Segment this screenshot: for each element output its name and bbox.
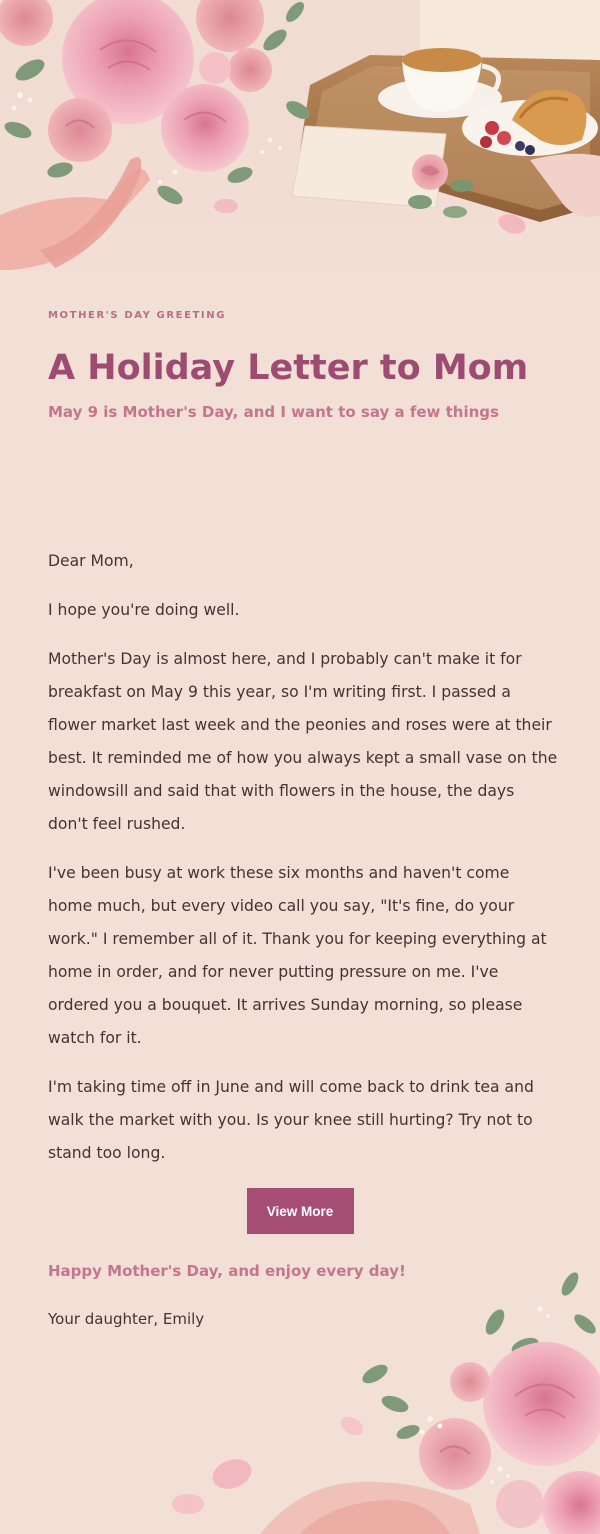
page-subtitle: May 9 is Mother's Day, and I want to say a few things: [48, 403, 499, 421]
letter-paragraph: I'm taking time off in June and will come back to drink tea and walk the market with you. Is your knee still hurting? Try not to stand too long.: [48, 1078, 534, 1162]
letter-greeting: Dear Mom,: [48, 552, 134, 570]
hero-image: [0, 0, 600, 285]
bottom-floral-image: [0, 1254, 600, 1534]
signature-text: Your daughter, Emily: [48, 1310, 205, 1328]
letter-paragraph: I've been busy at work these six months and haven't come home much, but every video call you say, "It's fine, do your work." I remember all of it. Thank you for keeping everything at home in order, and for never putting pressure on me. I've ordered you a bouquet. It arrives Sunday morning, so please watch for it.: [48, 864, 547, 1047]
cta-container: [0, 1188, 600, 1234]
letter-paragraph: Mother's Day is almost here, and I probably can't make it for breakfast on May 9 this year, so I'm writing first. I passed a flower market last week and the peonies and roses were at their best. It reminded me of how you always kept a small vase on the windowsill and said that with flowers in the house, the days don't feel rushed.: [48, 650, 558, 833]
letter-header: [48, 310, 558, 421]
eyebrow-label: MOTHER'S DAY GREETING: [48, 310, 227, 321]
letter-body: [48, 545, 558, 1186]
signoff-text: Happy Mother's Day, and enjoy every day!: [48, 1262, 406, 1280]
page-title: A Holiday Letter to Mom: [48, 348, 529, 388]
view-more-button[interactable]: View More: [247, 1188, 354, 1234]
letter-paragraph: I hope you're doing well.: [48, 601, 240, 619]
